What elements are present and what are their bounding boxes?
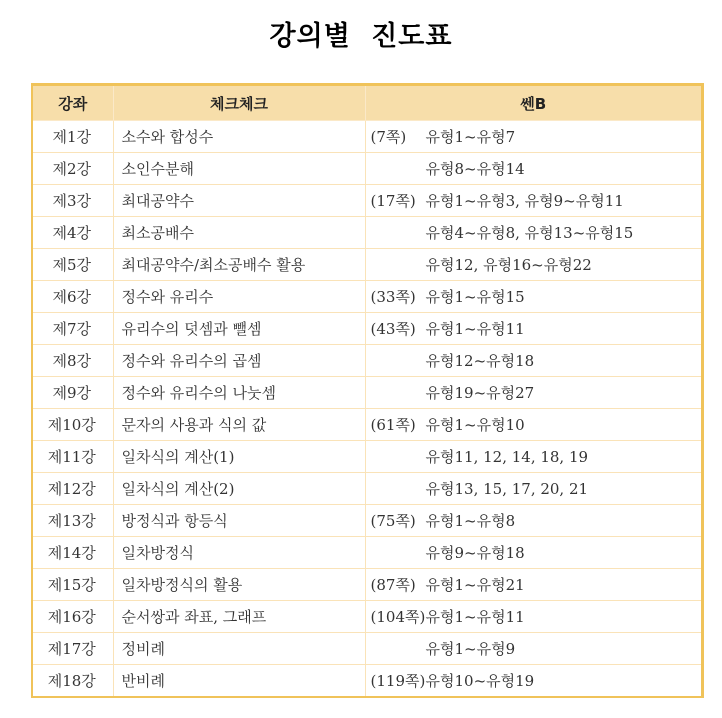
type-range: 유형10~유형19 [425,672,535,690]
lecture-cell: 제12강 [33,473,113,505]
senb-cell [365,505,701,537]
topic-cell: 소인수분해 [113,153,365,185]
lecture-cell: 제8강 [33,345,113,377]
lecture-cell: 제14강 [33,537,113,569]
lecture-cell: 제15강 [33,569,113,601]
type-range: 유형1~유형21 [425,576,525,594]
header-senb: 쎈B [365,86,701,121]
topic-cell: 소수와 합성수 [113,121,365,153]
type-range: 유형11, 12, 14, 18, 19 [425,448,589,466]
table-row [33,409,701,441]
type-range: 유형19~유형27 [425,384,535,402]
type-range: 유형1~유형9 [425,640,516,658]
topic-cell: 최대공약수/최소공배수 활용 [113,249,365,281]
topic-cell: 반비례 [113,665,365,697]
page-ref: (17쪽) [370,192,416,210]
senb-cell [365,313,701,345]
senb-cell [365,409,701,441]
table-row [33,569,701,601]
table-row [33,249,701,281]
topic-cell: 최대공약수 [113,185,365,217]
page-ref: (7쪽) [370,128,407,146]
schedule-table [33,86,701,696]
type-range: 유형1~유형11 [425,608,525,626]
senb-cell [365,153,701,185]
page-ref: (104쪽) [370,608,426,626]
topic-cell: 순서쌍과 좌표, 그래프 [113,601,365,633]
page-ref: (33쪽) [370,288,416,306]
type-range: 유형1~유형3, 유형9~유형11 [425,192,624,210]
page-ref: (87쪽) [370,576,416,594]
table-row [33,473,701,505]
table-row [33,281,701,313]
table-row [33,505,701,537]
table-row [33,537,701,569]
lecture-cell: 제2강 [33,153,113,185]
page-ref: (119쪽) [370,672,426,690]
lecture-cell: 제9강 [33,377,113,409]
type-range: 유형1~유형10 [425,416,525,434]
table-row [33,441,701,473]
progress-table [31,83,704,698]
table-body [33,121,701,697]
lecture-cell: 제7강 [33,313,113,345]
topic-cell: 문자의 사용과 식의 값 [113,409,365,441]
lecture-cell: 제16강 [33,601,113,633]
lecture-cell: 제13강 [33,505,113,537]
senb-cell [365,537,701,569]
senb-cell [365,185,701,217]
type-range: 유형1~유형8 [425,512,516,530]
lecture-cell: 제3강 [33,185,113,217]
topic-cell: 정비례 [113,633,365,665]
table-row [33,345,701,377]
type-range: 유형1~유형11 [425,320,525,338]
header-check: 체크체크 [113,86,365,121]
senb-cell [365,473,701,505]
table-row [33,633,701,665]
page-ref: (43쪽) [370,320,416,338]
table-row [33,217,701,249]
header-lecture: 강좌 [33,86,113,121]
lecture-cell: 제10강 [33,409,113,441]
topic-cell: 정수와 유리수의 나눗셈 [113,377,365,409]
table-row [33,665,701,697]
senb-cell [365,249,701,281]
type-range: 유형8~유형14 [425,160,525,178]
page-ref: (75쪽) [370,512,416,530]
type-range: 유형4~유형8, 유형13~유형15 [425,224,634,242]
table-row [33,313,701,345]
type-range: 유형13, 15, 17, 20, 21 [425,480,589,498]
topic-cell: 유리수의 덧셈과 뺄셈 [113,313,365,345]
topic-cell: 최소공배수 [113,217,365,249]
type-range: 유형1~유형15 [425,288,525,306]
senb-cell [365,345,701,377]
topic-cell: 방정식과 항등식 [113,505,365,537]
table-row [33,377,701,409]
lecture-cell: 제17강 [33,633,113,665]
senb-cell [365,217,701,249]
senb-cell [365,633,701,665]
table-header-row [33,86,701,121]
table-row [33,601,701,633]
table-row [33,185,701,217]
lecture-cell: 제6강 [33,281,113,313]
lecture-cell: 제1강 [33,121,113,153]
table-row [33,121,701,153]
type-range: 유형12, 유형16~유형22 [425,256,592,274]
type-range: 유형1~유형7 [425,128,516,146]
topic-cell: 일차식의 계산(2) [113,473,365,505]
topic-cell: 일차방정식의 활용 [113,569,365,601]
type-range: 유형12~유형18 [425,352,535,370]
senb-cell [365,121,701,153]
senb-cell [365,377,701,409]
lecture-cell: 제5강 [33,249,113,281]
senb-cell [365,281,701,313]
lecture-cell: 제18강 [33,665,113,697]
topic-cell: 일차방정식 [113,537,365,569]
table-row [33,153,701,185]
senb-cell [365,441,701,473]
lecture-cell: 제11강 [33,441,113,473]
topic-cell: 일차식의 계산(1) [113,441,365,473]
page-title: 강의별 진도표 [269,21,453,52]
senb-cell [365,569,701,601]
lecture-cell: 제4강 [33,217,113,249]
senb-cell [365,601,701,633]
topic-cell: 정수와 유리수의 곱셈 [113,345,365,377]
topic-cell: 정수와 유리수 [113,281,365,313]
page-ref: (61쪽) [370,416,416,434]
type-range: 유형9~유형18 [425,544,525,562]
senb-cell [365,665,701,697]
